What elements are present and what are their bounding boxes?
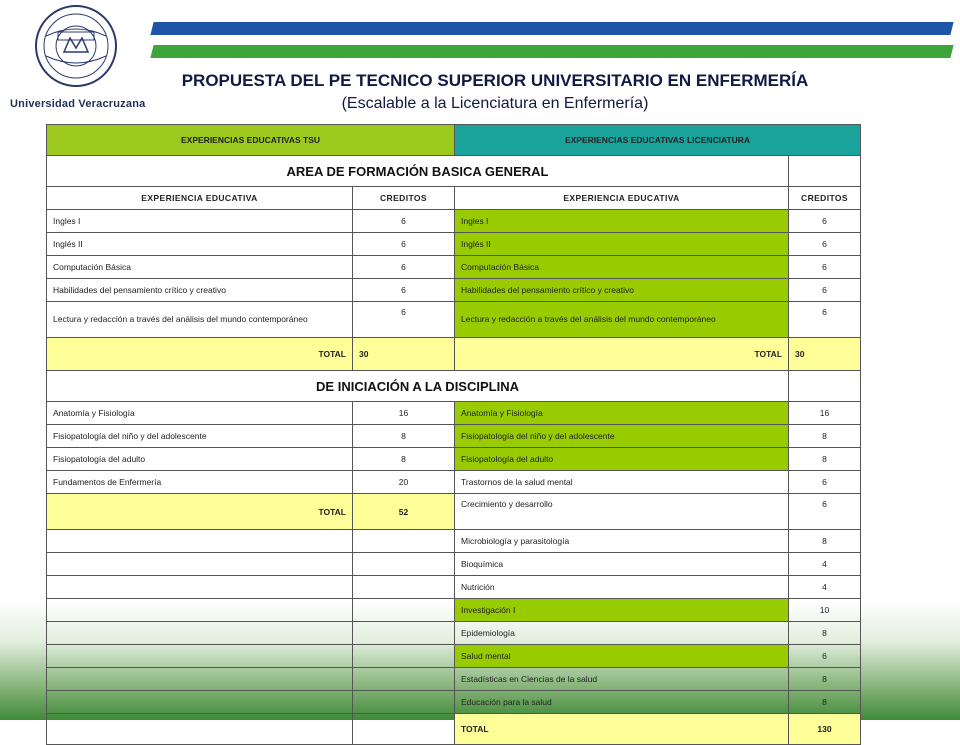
lic-credits: 6: [789, 302, 861, 338]
tsu-course: Lectura y redacción a través del análisis del mundo contemporáneo: [47, 302, 353, 338]
lic-course: Anatomía y Fisiología: [455, 402, 789, 425]
table-row: [47, 233, 861, 256]
table-row: [47, 448, 861, 471]
total-row: [47, 338, 861, 371]
table-row: [47, 645, 861, 668]
table-row: [47, 210, 861, 233]
table-row: [47, 530, 861, 553]
tsu-credits: 20: [353, 471, 455, 494]
lic-credits: 8: [789, 448, 861, 471]
lic-total-label: TOTAL: [455, 338, 789, 371]
lic-course: Habilidades del pensamiento crítico y creativo: [455, 279, 789, 302]
lic-course: Educación para la salud: [455, 691, 789, 714]
tsu-course: Computación Básica: [47, 256, 353, 279]
table-row: [47, 425, 861, 448]
lic-course: Microbiología y parasitología: [455, 530, 789, 553]
lic-total-value: 30: [789, 338, 861, 371]
lic-credits: 8: [789, 691, 861, 714]
lic-course: Salud mental: [455, 645, 789, 668]
lic-credits: 6: [789, 645, 861, 668]
lic-total-value: 130: [789, 714, 861, 745]
tsu-credits: 6: [353, 279, 455, 302]
lic-credits: 8: [789, 425, 861, 448]
curriculum-table: [46, 124, 861, 745]
lic-course: Crecimiento y desarrollo: [455, 494, 789, 530]
tsu-total-value: 52: [353, 494, 455, 530]
total-row: [47, 714, 861, 745]
lic-credits: 6: [789, 494, 861, 530]
col-header-cred-tsu: CREDITOS: [353, 187, 455, 210]
lic-course: Fisiopatología del adulto: [455, 448, 789, 471]
col-header-exp-tsu: EXPERIENCIA EDUCATIVA: [47, 187, 353, 210]
tsu-total-label: TOTAL: [47, 338, 353, 371]
header-band-green: [150, 45, 953, 58]
lic-course: Lectura y redacción a través del análisis del mundo contemporáneo: [455, 302, 789, 338]
table-row: [47, 402, 861, 425]
table-row: [47, 553, 861, 576]
tsu-course: Habilidades del pensamiento crítico y creativo: [47, 279, 353, 302]
lic-credits: 6: [789, 210, 861, 233]
table-row: [47, 302, 861, 338]
page-title: PROPUESTA DEL PE TECNICO SUPERIOR UNIVERSITARIO EN ENFERMERÍA: [181, 71, 809, 90]
tsu-course: Fisiopatología del niño y del adolescente: [47, 425, 353, 448]
header-band-blue: [150, 22, 953, 35]
section-title: AREA DE FORMACIÓN BASICA GENERAL: [47, 156, 789, 187]
lic-credits: 4: [789, 553, 861, 576]
table-row: [47, 279, 861, 302]
table-row: [47, 256, 861, 279]
lic-course: Nutrición: [455, 576, 789, 599]
lic-course: Bioquímica: [455, 553, 789, 576]
table-row: [47, 622, 861, 645]
tsu-credits: 6: [353, 210, 455, 233]
section-row: [47, 156, 861, 187]
tsu-credits: 16: [353, 402, 455, 425]
lic-credits: 6: [789, 233, 861, 256]
lic-credits: 6: [789, 256, 861, 279]
table-row: [47, 691, 861, 714]
lic-credits: 10: [789, 599, 861, 622]
col-header-exp-lic: EXPERIENCIA EDUCATIVA: [455, 187, 789, 210]
table-row: [47, 668, 861, 691]
tsu-credits: 8: [353, 425, 455, 448]
lic-credits: 6: [789, 279, 861, 302]
lic-total-label: TOTAL: [455, 714, 789, 745]
lic-credits: 8: [789, 622, 861, 645]
tsu-total-value: 30: [353, 338, 455, 371]
lic-course: Fisiopatología del niño y del adolescente: [455, 425, 789, 448]
tsu-credits: 6: [353, 233, 455, 256]
lic-credits: 16: [789, 402, 861, 425]
lic-course: Epidemiología: [455, 622, 789, 645]
tsu-course: Fundamentos de Enfermería: [47, 471, 353, 494]
lic-credits: 6: [789, 471, 861, 494]
table-header-row: [47, 125, 861, 156]
header-tsu: EXPERIENCIAS EDUCATIVAS TSU: [47, 125, 455, 156]
lic-course: Investigación I: [455, 599, 789, 622]
tsu-course: Anatomía y Fisiología: [47, 402, 353, 425]
page-subtitle: (Escalable a la Licenciatura en Enfermería): [341, 95, 649, 112]
tsu-course: Fisiopatología del adulto: [47, 448, 353, 471]
lic-course: Ingles I: [455, 210, 789, 233]
tsu-course: Inglés II: [47, 233, 353, 256]
lic-credits: 4: [789, 576, 861, 599]
table-row: [47, 471, 861, 494]
table-row: [47, 494, 861, 530]
col-header-cred-lic: CREDITOS: [789, 187, 861, 210]
header-licenciatura: EXPERIENCIAS EDUCATIVAS LICENCIATURA: [455, 125, 861, 156]
lic-course: Trastornos de la salud mental: [455, 471, 789, 494]
tsu-total-label: TOTAL: [47, 494, 353, 530]
tsu-credits: 6: [353, 302, 455, 338]
section-row: [47, 371, 861, 402]
university-name: Universidad Veracruzana: [10, 98, 146, 110]
lic-course: Estadísticas en Ciencias de la salud: [455, 668, 789, 691]
tsu-credits: 8: [353, 448, 455, 471]
lic-course: Computación Básica: [455, 256, 789, 279]
lic-credits: 8: [789, 530, 861, 553]
column-header-row: [47, 187, 861, 210]
section-title: DE INICIACIÓN A LA DISCIPLINA: [47, 371, 789, 402]
tsu-course: Ingles I: [47, 210, 353, 233]
lic-credits: 8: [789, 668, 861, 691]
lic-course: Inglés II: [455, 233, 789, 256]
tsu-credits: 6: [353, 256, 455, 279]
table-row: [47, 576, 861, 599]
table-row: [47, 599, 861, 622]
